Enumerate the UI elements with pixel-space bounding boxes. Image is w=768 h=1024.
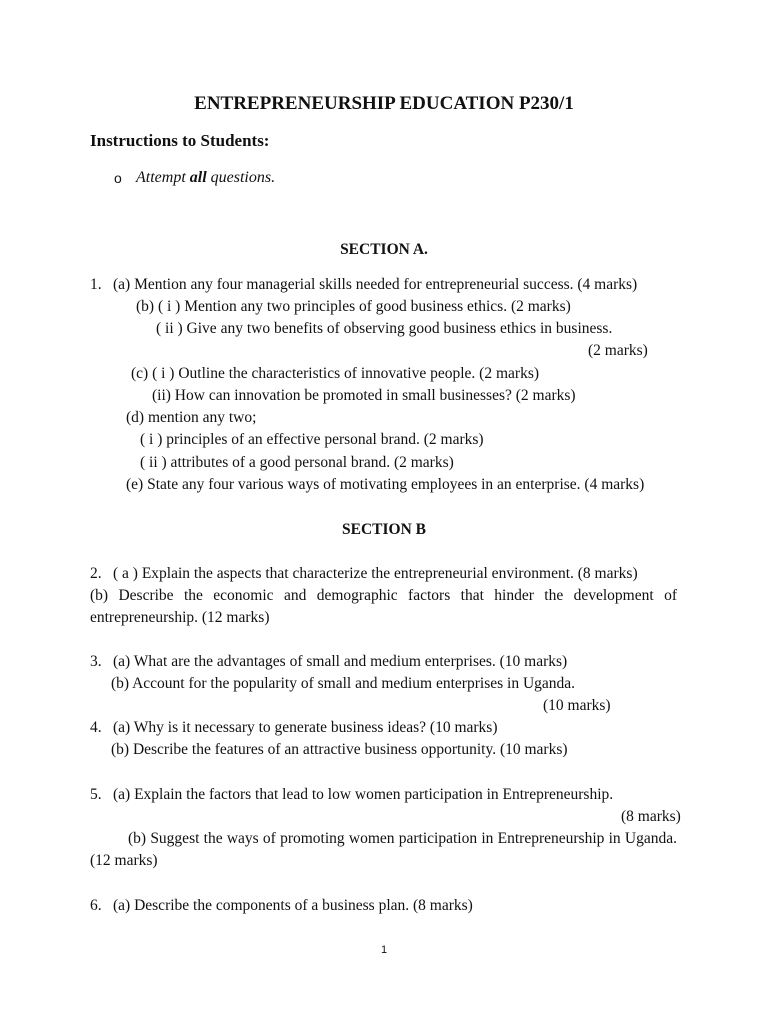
question-5a xyxy=(90,785,613,805)
question-1d-ii: ( ii ) attributes of a good personal brand. (2 marks) xyxy=(140,454,454,471)
question-text: (a) Explain the factors that lead to low women participation in Entrepreneurship. xyxy=(113,786,614,803)
question-2b: (b) Describe the economic and demographic factors that hinder the development of entrepreneurship. (12 marks) xyxy=(90,587,677,626)
question-1c-ii: (ii) How can innovation be promoted in small businesses? (2 marks) xyxy=(152,387,576,404)
question-3a xyxy=(90,652,567,672)
question-5a-marks: (8 marks) xyxy=(621,808,681,825)
question-text: (a) Mention any four managerial skills needed for entrepreneurial success. (4 marks) xyxy=(113,276,638,293)
question-1b-i: (b) ( i ) Mention any two principles of good business ethics. (2 marks) xyxy=(136,298,571,315)
question-3b: (b) Account for the popularity of small and medium enterprises in Uganda. xyxy=(111,675,576,692)
question-1b-ii: ( ii ) Give any two benefits of observing good business ethics in business. xyxy=(156,320,613,337)
question-4b: (b) Describe the features of an attractive business opportunity. (10 marks) xyxy=(111,741,568,758)
page-number: 1 xyxy=(380,944,388,956)
question-3b-marks: (10 marks) xyxy=(543,697,611,714)
question-text: (a) What are the advantages of small and medium enterprises. (10 marks) xyxy=(113,653,568,670)
question-1a xyxy=(90,275,637,295)
question-number: 6. xyxy=(90,897,102,914)
instructions-heading: Instructions to Students: xyxy=(90,131,270,150)
section-b-heading: SECTION B xyxy=(342,521,426,538)
question-number: 3. xyxy=(90,653,102,670)
instruction-emphasis: all xyxy=(189,169,207,186)
question-5b: (b) Suggest the ways of promoting women participation in Entrepreneurship in Uganda. (12 marks) xyxy=(90,830,677,869)
question-6a xyxy=(90,896,473,916)
instruction-text: Attempt xyxy=(136,169,190,186)
question-number: 4. xyxy=(90,719,102,736)
question-2a xyxy=(90,564,638,584)
section-a-heading: SECTION A. xyxy=(340,241,428,258)
question-1e: (e) State any four various ways of motivating employees in an enterprise. (4 marks) xyxy=(126,476,645,493)
question-1c-i: (c) ( i ) Outline the characteristics of innovative people. (2 marks) xyxy=(131,365,540,382)
question-4a xyxy=(90,718,498,738)
question-1b-ii-marks: (2 marks) xyxy=(588,342,648,359)
question-1d-i: ( i ) principles of an effective personal brand. (2 marks) xyxy=(140,431,484,448)
instruction-item xyxy=(136,168,275,188)
document-title: ENTREPRENEURSHIP EDUCATION P230/1 xyxy=(194,93,574,114)
question-text: ( a ) Explain the aspects that characterize the entrepreneurial environment. (8 marks) xyxy=(113,565,638,582)
question-number: 2. xyxy=(90,565,102,582)
bullet-icon: o xyxy=(114,170,122,186)
question-number: 1. xyxy=(90,276,102,293)
question-number: 5. xyxy=(90,786,102,803)
instruction-text: questions. xyxy=(206,169,276,186)
question-1d: (d) mention any two; xyxy=(126,409,257,426)
question-text: (a) Why is it necessary to generate business ideas? (10 marks) xyxy=(113,719,498,736)
question-text: (a) Describe the components of a business plan. (8 marks) xyxy=(113,897,473,914)
